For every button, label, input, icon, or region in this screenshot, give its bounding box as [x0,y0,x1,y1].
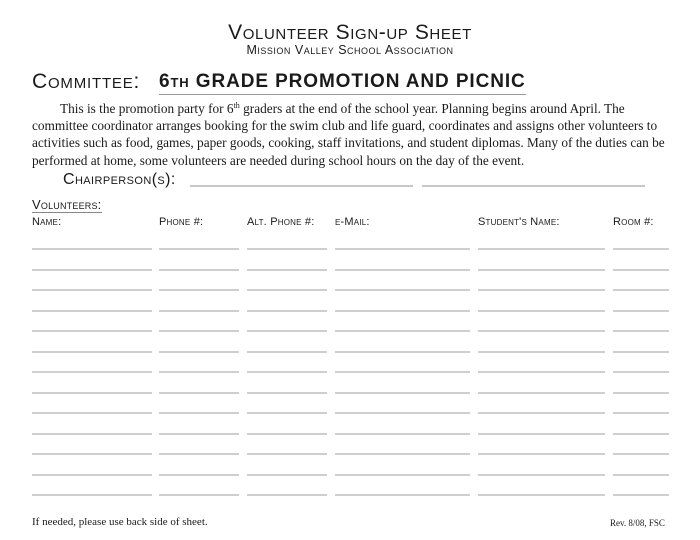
field-line-room[interactable] [613,474,669,476]
field-line-student-s-name[interactable] [478,453,605,455]
field-line-name[interactable] [32,453,152,455]
field-line-student-s-name[interactable] [478,310,605,312]
chairperson-label: Chairperson(s): [63,171,176,188]
field-line-student-s-name[interactable] [478,474,605,476]
field-line-alt-phone[interactable] [247,248,327,250]
field-line-room[interactable] [613,412,669,414]
field-line-name[interactable] [32,248,152,250]
description-text-2: graders at the end of the school year. Planning begins around April. The committee coordinator arranges booking for the swim club and life guard, coordinates and assigns other volunteers to activities such as food, games, paper goods, cooking, staff invitations, and student diplomas. Many of the duties can be performed at home, some volunteers are needed during school hours on the day of the event. [32,101,665,168]
field-line-phone[interactable] [159,433,239,435]
field-line-phone[interactable] [159,330,239,332]
field-line-e-mail[interactable] [335,269,470,271]
field-line-phone[interactable] [159,453,239,455]
field-line-phone[interactable] [159,412,239,414]
field-line-student-s-name[interactable] [478,351,605,353]
field-line-student-s-name[interactable] [478,289,605,291]
field-line-phone[interactable] [159,269,239,271]
field-line-phone[interactable] [159,494,239,496]
field-line-student-s-name[interactable] [478,494,605,496]
field-line-name[interactable] [32,289,152,291]
field-line-name[interactable] [32,310,152,312]
field-line-room[interactable] [613,494,669,496]
field-line-phone[interactable] [159,351,239,353]
field-line-e-mail[interactable] [335,330,470,332]
field-line-e-mail[interactable] [335,289,470,291]
field-line-room[interactable] [613,289,669,291]
field-line-student-s-name[interactable] [478,269,605,271]
field-line-name[interactable] [32,371,152,373]
field-line-name[interactable] [32,330,152,332]
field-line-phone[interactable] [159,392,239,394]
committee-label: Committee: [32,70,141,93]
field-line-alt-phone[interactable] [247,433,327,435]
chairperson-field-1[interactable] [190,185,413,187]
field-line-alt-phone[interactable] [247,474,327,476]
field-line-e-mail[interactable] [335,351,470,353]
field-line-e-mail[interactable] [335,248,470,250]
field-line-room[interactable] [613,453,669,455]
field-line-student-s-name[interactable] [478,433,605,435]
field-line-e-mail[interactable] [335,392,470,394]
field-line-e-mail[interactable] [335,310,470,312]
sheet-title: Volunteer Sign-up Sheet [228,21,472,44]
description-superscript: th [233,101,240,110]
field-line-name[interactable] [32,474,152,476]
column-header-e-mail: e-Mail: [335,216,370,228]
field-line-name[interactable] [32,351,152,353]
field-line-e-mail[interactable] [335,453,470,455]
field-line-phone[interactable] [159,248,239,250]
column-header-student-s-name: Student's Name: [478,216,560,228]
field-line-name[interactable] [32,412,152,414]
field-line-room[interactable] [613,371,669,373]
field-line-phone[interactable] [159,371,239,373]
committee-name: 6th GRADE PROMOTION AND PICNIC [159,70,526,95]
chairperson-field-2[interactable] [422,185,645,187]
field-line-alt-phone[interactable] [247,392,327,394]
field-line-e-mail[interactable] [335,433,470,435]
field-line-student-s-name[interactable] [478,412,605,414]
field-line-alt-phone[interactable] [247,289,327,291]
field-line-student-s-name[interactable] [478,330,605,332]
field-line-room[interactable] [613,248,669,250]
field-line-room[interactable] [613,351,669,353]
field-line-room[interactable] [613,310,669,312]
field-line-phone[interactable] [159,474,239,476]
field-line-alt-phone[interactable] [247,412,327,414]
field-line-alt-phone[interactable] [247,269,327,271]
field-line-name[interactable] [32,433,152,435]
field-line-alt-phone[interactable] [247,371,327,373]
field-line-name[interactable] [32,269,152,271]
field-line-student-s-name[interactable] [478,392,605,394]
organization-name: Mission Valley School Association [246,43,454,57]
field-line-phone[interactable] [159,310,239,312]
field-line-room[interactable] [613,269,669,271]
committee-description [32,100,682,169]
field-line-room[interactable] [613,392,669,394]
field-line-alt-phone[interactable] [247,494,327,496]
field-line-e-mail[interactable] [335,371,470,373]
column-header-room: Room #: [613,216,654,228]
revision-label: Rev. 8/08, FSC [610,518,665,528]
field-line-student-s-name[interactable] [478,248,605,250]
field-line-room[interactable] [613,433,669,435]
field-line-e-mail[interactable] [335,474,470,476]
field-line-e-mail[interactable] [335,494,470,496]
column-header-name: Name: [32,216,62,228]
field-line-alt-phone[interactable] [247,330,327,332]
field-line-phone[interactable] [159,289,239,291]
column-header-alt-phone: Alt. Phone #: [247,216,315,228]
volunteers-heading: Volunteers: [32,197,102,212]
description-text-1: This is the promotion party for 6 [60,101,234,116]
field-line-name[interactable] [32,494,152,496]
field-line-alt-phone[interactable] [247,351,327,353]
column-header-phone: Phone #: [159,216,204,228]
field-line-alt-phone[interactable] [247,310,327,312]
field-line-e-mail[interactable] [335,412,470,414]
footer-note: If needed, please use back side of sheet. [32,516,208,528]
field-line-name[interactable] [32,392,152,394]
field-line-room[interactable] [613,330,669,332]
field-line-student-s-name[interactable] [478,371,605,373]
field-line-alt-phone[interactable] [247,453,327,455]
